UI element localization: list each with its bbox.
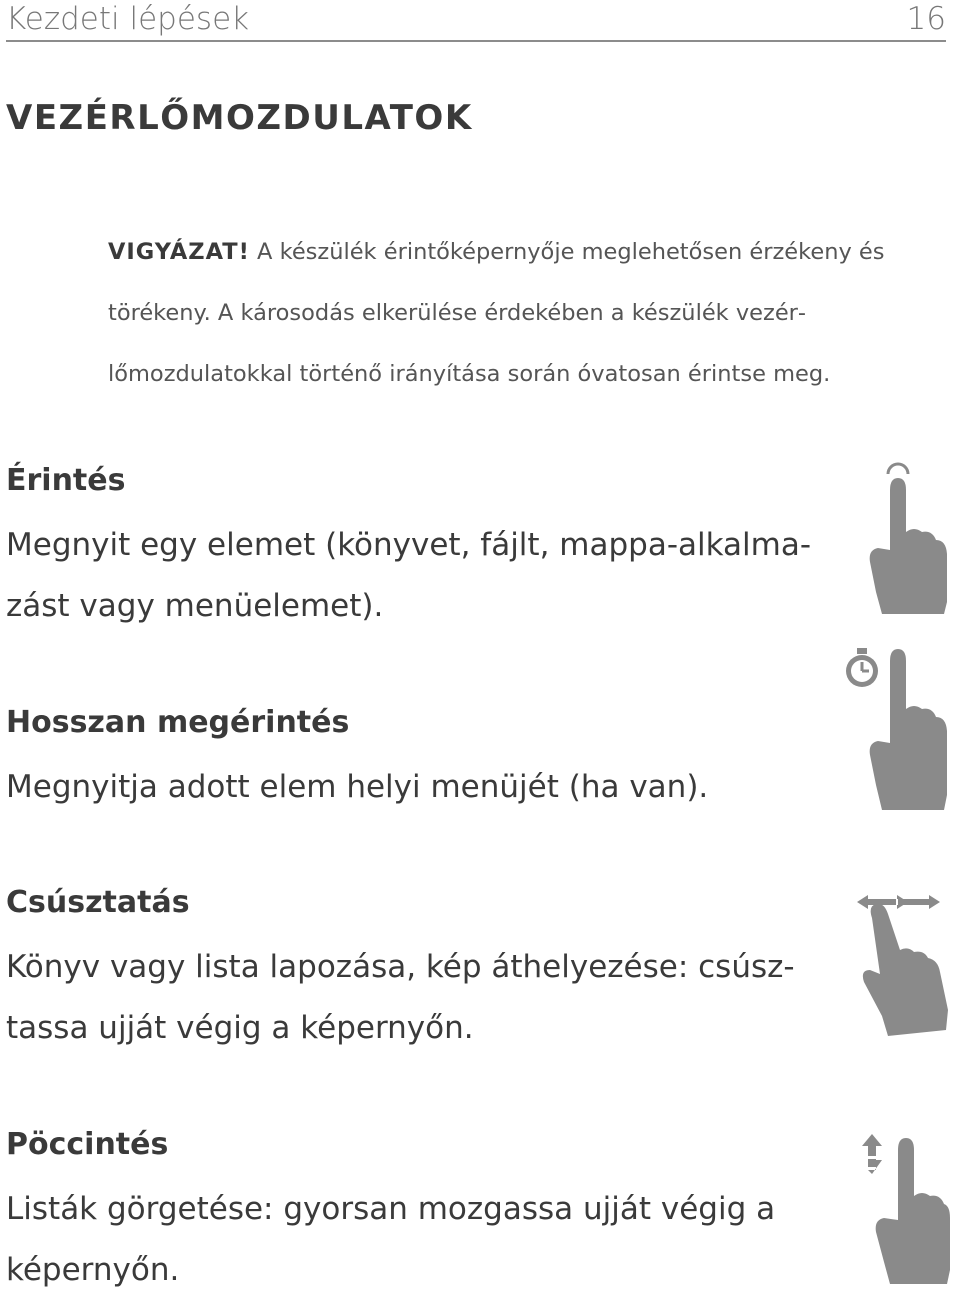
flick-gesture-icon xyxy=(858,1132,950,1286)
description-line: képernyőn. xyxy=(6,1252,180,1288)
gesture-tap xyxy=(6,461,856,637)
warning-text: A készülék érintőképernyője meglehetősen érzékeny és törékeny. A károsodás elkerülése érdekében a készülék vezérlőmozdulatokkal történő irányítása során óvatosan érintse meg. xyxy=(108,239,885,387)
long-press-gesture-icon xyxy=(842,645,950,813)
gesture-title: Érintés xyxy=(6,463,126,498)
page-header xyxy=(6,0,946,42)
chapter-title: VEZÉRLŐMOZDULATOK xyxy=(6,98,473,138)
description-line: zást vagy menüelemet). xyxy=(6,588,384,624)
gesture-description xyxy=(6,937,856,1059)
description-line: Listák görgetése: gyorsan mozgassa ujját végig a xyxy=(6,1191,776,1227)
gesture-long-press xyxy=(6,703,856,818)
gesture-flick xyxy=(6,1125,856,1301)
section-title: Kezdeti lépések xyxy=(6,1,250,37)
warning-label: VIGYÁZAT! xyxy=(108,239,250,265)
warning-paragraph xyxy=(108,222,953,405)
description-line: Megnyit egy elemet (könyvet, fájlt, mappa-alkalma- xyxy=(6,527,812,563)
description-line: Megnyitja adott elem helyi menüjét (ha van). xyxy=(6,769,709,805)
gesture-slide xyxy=(6,883,856,1059)
description-line: tassa ujját végig a képernyőn. xyxy=(6,1010,474,1046)
gesture-description xyxy=(6,1179,856,1301)
gesture-description xyxy=(6,757,856,818)
slide-gesture-icon xyxy=(854,890,954,1038)
gesture-description xyxy=(6,515,856,637)
page-number: 16 xyxy=(906,1,946,37)
tap-gesture-icon xyxy=(866,462,950,617)
gesture-title: Csúsztatás xyxy=(6,885,190,920)
gesture-title: Hosszan megérintés xyxy=(6,705,350,740)
gesture-title: Pöccintés xyxy=(6,1127,169,1162)
description-line: Könyv vagy lista lapozása, kép áthelyezése: csúsz- xyxy=(6,949,795,985)
